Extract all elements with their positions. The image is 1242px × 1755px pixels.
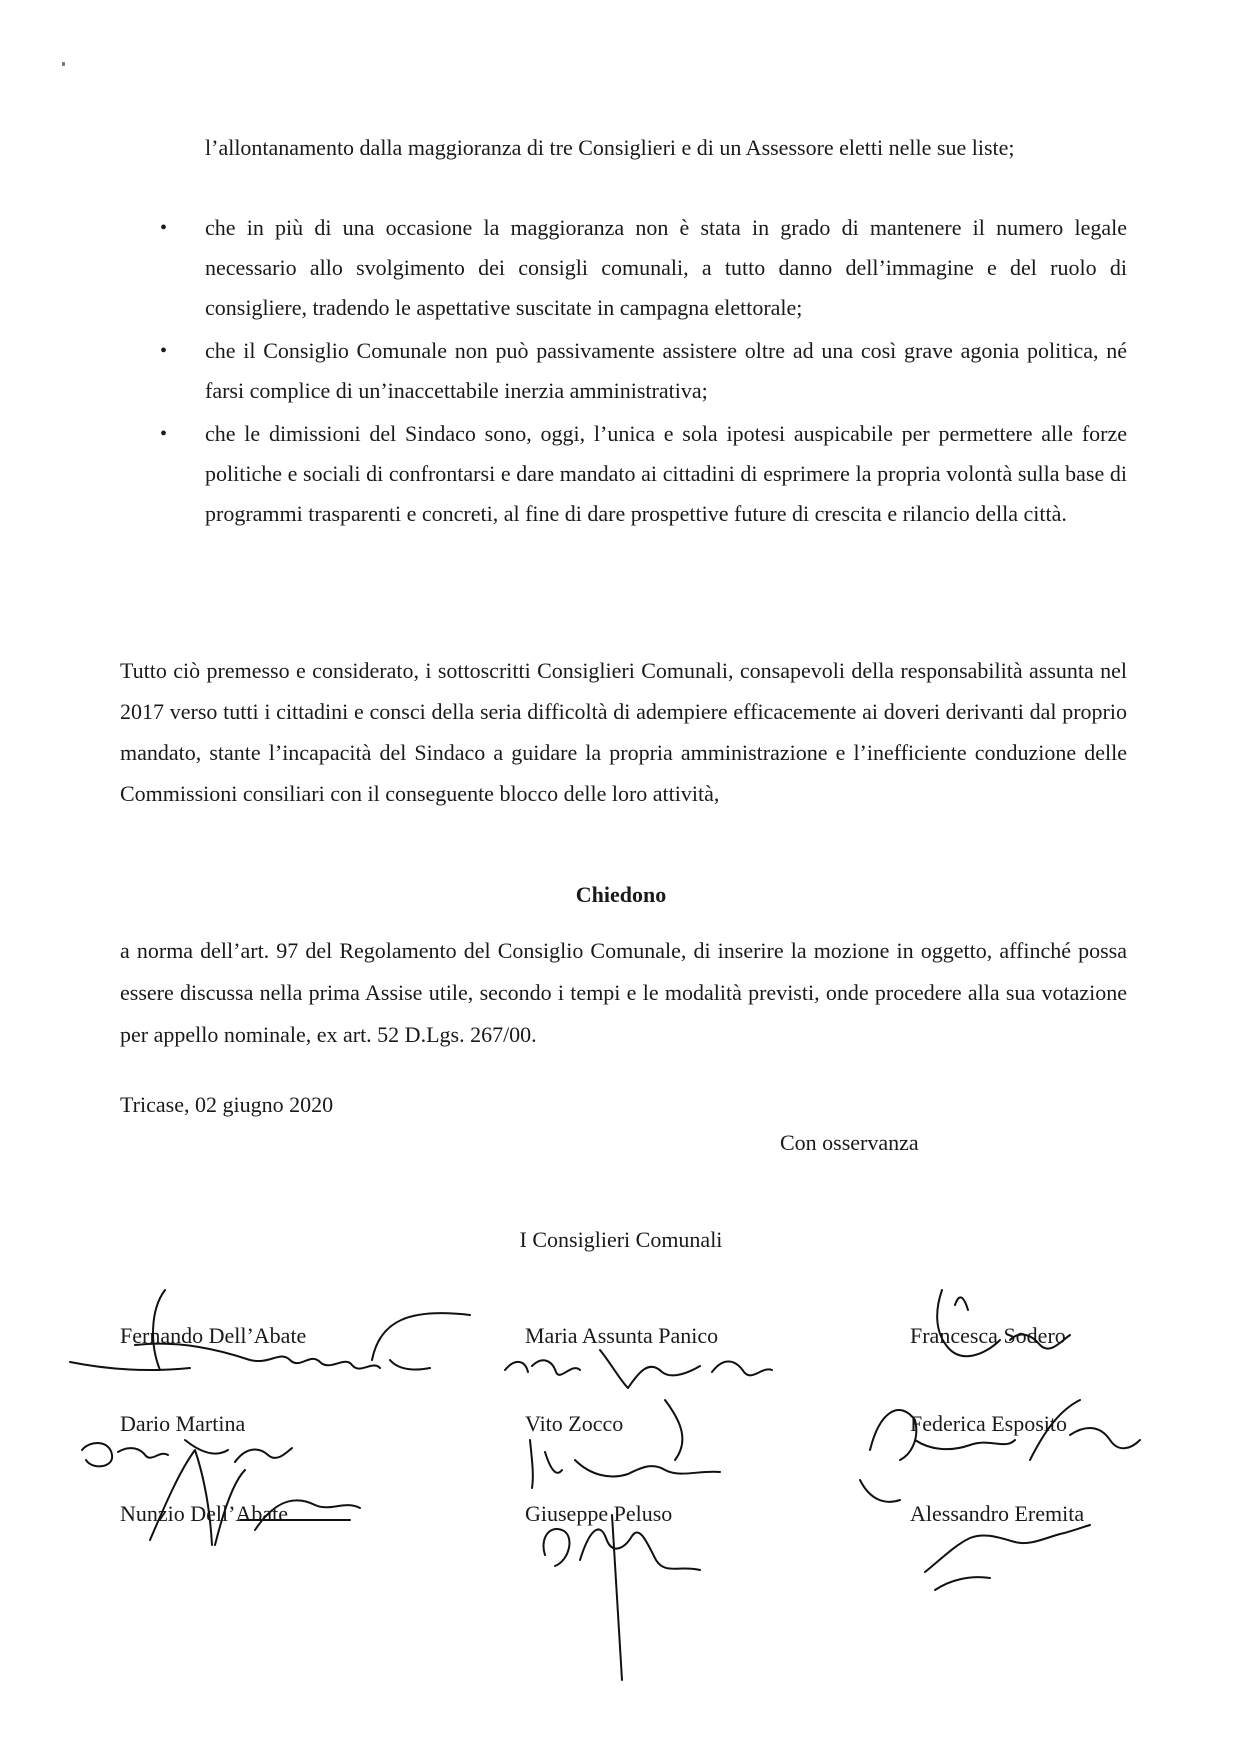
signature-dario [82,1440,292,1466]
request-paragraph: a norma dell’art. 97 del Regolamento del Consiglio Comunale, di inserire la mozione in oggetto, affinché possa essere discussa nella prima Assise utile, secondo i tempi e le modalità previsti, onde procedere alla sua votazione per appello nominale, ex art. 52 D.Lgs. 267/00. [120,938,1127,1047]
continued-item-text: l’allontanamento dalla maggioranza di tre Consiglieri e di un Assessore eletti nelle sue liste; [205,135,1015,160]
signature-nunzio [150,1450,360,1545]
list-item-text: che il Consiglio Comunale non può passivamente assistere oltre ad una così grave agonia politica, né farsi complice di un’inaccettabile inerzia amministrativa; [205,338,1127,403]
closing-salutation: Con osservanza [780,1130,919,1155]
bullet-icon: • [160,423,168,445]
list-item-text: che in più di una occasione la maggioranza non è stata in grado di mantenere il numero legale necessario allo svolgimento dei consigli comunali, a tutto danno dell’immagine e del ruolo di consigliere, tradendo le aspettative suscitate in campagna elettorale; [205,215,1127,320]
considerations-list [160,208,1127,537]
list-item [160,331,1127,411]
signatory-name: Alessandro Eremita [910,1501,1085,1526]
signature-giuseppe [544,1515,700,1680]
signature-maria [505,1350,772,1388]
list-item-text: che le dimissioni del Sindaco sono, oggi, l’unica e sola ipotesi auspicabile per permettere alle forze politiche e sociali di confrontarsi e dare mandato ai cittadini di esprimere la propria volontà sulla base di programmi trasparenti e concreti, al fine di dare prospettive future di crescita e rilancio della città. [205,421,1127,526]
signatory-name: Francesca Sodero [910,1323,1066,1348]
bullet-icon: • [160,340,168,362]
signature-alessandro [925,1525,1090,1590]
signatories-title: I Consiglieri Comunali [519,1227,723,1252]
signatory-name: Fernando Dell’Abate [120,1323,307,1348]
signatory-name: Dario Martina [120,1411,246,1436]
request-heading: Chiedono [575,882,667,907]
scan-speck [62,62,65,66]
premise-paragraph: Tutto ciò premesso e considerato, i sottoscritti Consiglieri Comunali, consapevoli della responsabilità assunta nel 2017 verso tutti i cittadini e consci della seria difficoltà di adempiere efficacemente ai doveri derivanti dal proprio mandato, stante l’incapacità del Sindaco a guidare la propria amministrazione e l’inefficiente conduzione delle Commissioni consiliari con il conseguente blocco delle loro attività, [120,658,1127,806]
signatory-name: Federica Esposito [910,1411,1068,1436]
signatory-name: Maria Assunta Panico [525,1323,719,1348]
list-item [160,208,1127,328]
signatory-name: Vito Zocco [525,1411,624,1436]
bullet-icon: • [160,217,168,239]
place-and-date: Tricase, 02 giugno 2020 [120,1092,334,1117]
signatory-name: Giuseppe Peluso [525,1501,673,1526]
signatory-name: Nunzio Dell’Abate [120,1501,288,1526]
list-item [160,414,1127,534]
